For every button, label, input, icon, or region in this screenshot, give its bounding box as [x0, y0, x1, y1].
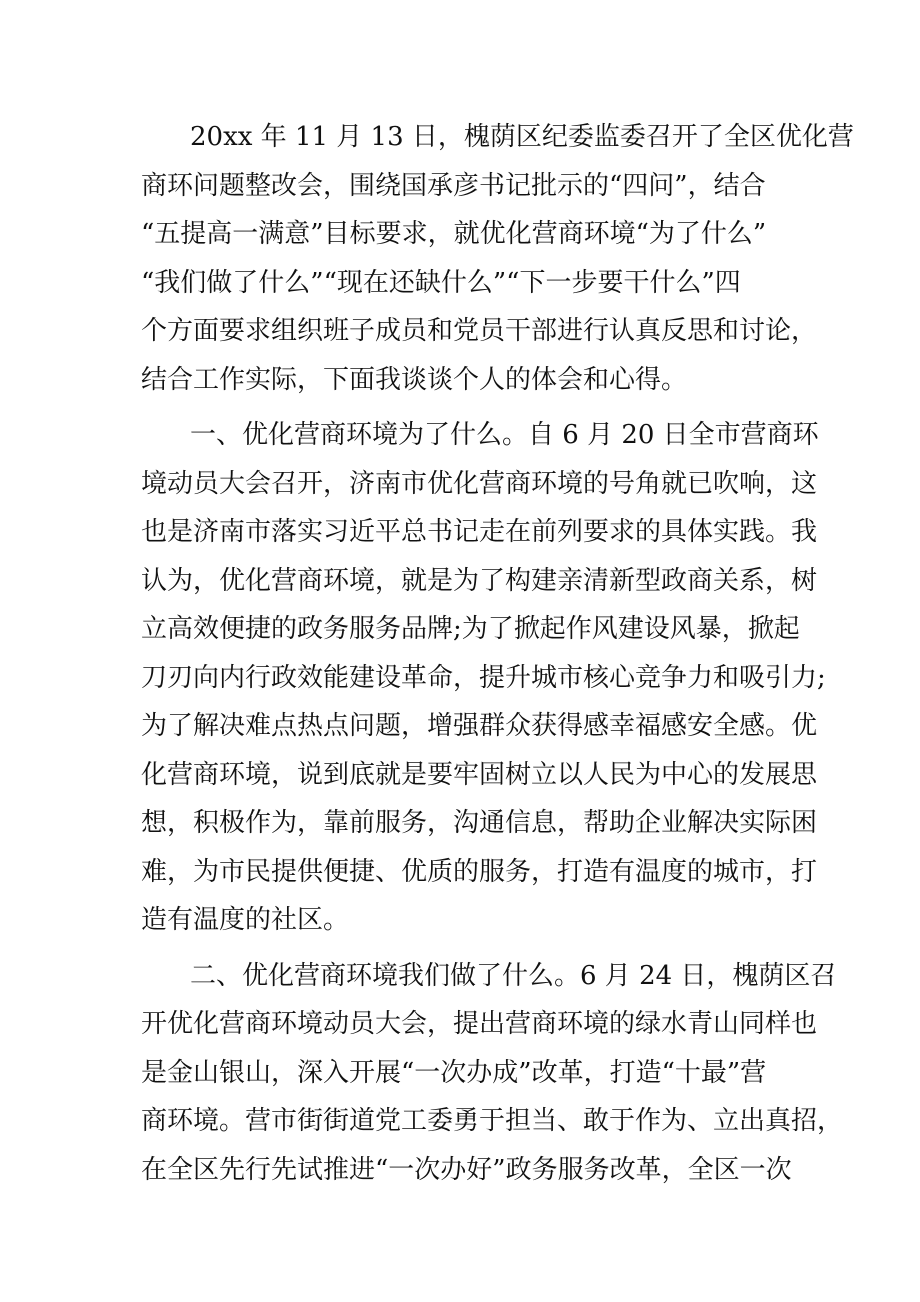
paragraph-intro [141, 113, 854, 404]
text-line: 是金山银山，深入开展“一次办成”改革，打造“十最”营 [141, 1057, 767, 1088]
text-line: “我们做了什么”“现在还缺什么”“下一步要干什么”四 [141, 267, 741, 298]
text-line: 境动员大会召开，济南市优化营商环境的号角就已吹响，这 [141, 468, 818, 499]
text-line: 立高效便捷的政务服务品牌;为了掀起作风建设风暴，掀起 [141, 614, 800, 644]
paragraph-section-2 [141, 952, 844, 1195]
text-line: 结合工作实际，下面我谈谈个人的体会和心得。 [141, 364, 688, 395]
text-line: 个方面要求组织班子成员和党员干部进行认真反思和讨论， [141, 316, 818, 346]
text-line: “五提高一满意”目标要求，就优化营商环境“为了什么” [141, 219, 767, 249]
text-line: 化营商环境，说到底就是要牢固树立以人民为中心的发展思 [141, 759, 818, 790]
paragraph-section-1 [141, 411, 826, 945]
text-line: 想，积极作为，靠前服务，沟通信息，帮助企业解决实际困 [141, 808, 818, 838]
text-line: 刀刃向内行政效能建设革命，提升城市核心竞争力和吸引力; [141, 662, 826, 693]
text-line: 在全区先行先试推进“一次办好”政务服务改革，全区一次 [141, 1154, 792, 1185]
text-line: 二、优化营商环境我们做了什么。6 月 24 日，槐荫区召 [190, 960, 837, 991]
text-line: 认为，优化营商环境，就是为了构建亲清新型政商关系，树 [141, 565, 818, 596]
text-line: 造有温度的社区。 [141, 905, 350, 935]
text-line: 为了解决难点热点问题，增强群众获得感幸福感安全感。优 [141, 711, 818, 741]
text-line: 也是济南市落实习近平总书记走在前列要求的具体实践。我 [141, 517, 818, 547]
text-line: 商环境。营市街街道党工委勇于担当、敢于作为、立出真招， [141, 1106, 844, 1136]
text-line: 20xx 年 11 月 13 日，槐荫区纪委监委召开了全区优化营 [190, 122, 854, 152]
text-line: 商环问题整改会，围绕国承彦书记批示的“四问”，结合 [141, 170, 766, 201]
text-line: 开优化营商环境动员大会，提出营商环境的绿水青山同样也 [141, 1009, 818, 1039]
text-line: 一、优化营商环境为了什么。自 6 月 20 日全市营商环 [190, 420, 819, 450]
document-body [141, 113, 854, 1201]
text-line: 难，为市民提供便捷、优质的服务，打造有温度的城市，打 [141, 856, 818, 887]
